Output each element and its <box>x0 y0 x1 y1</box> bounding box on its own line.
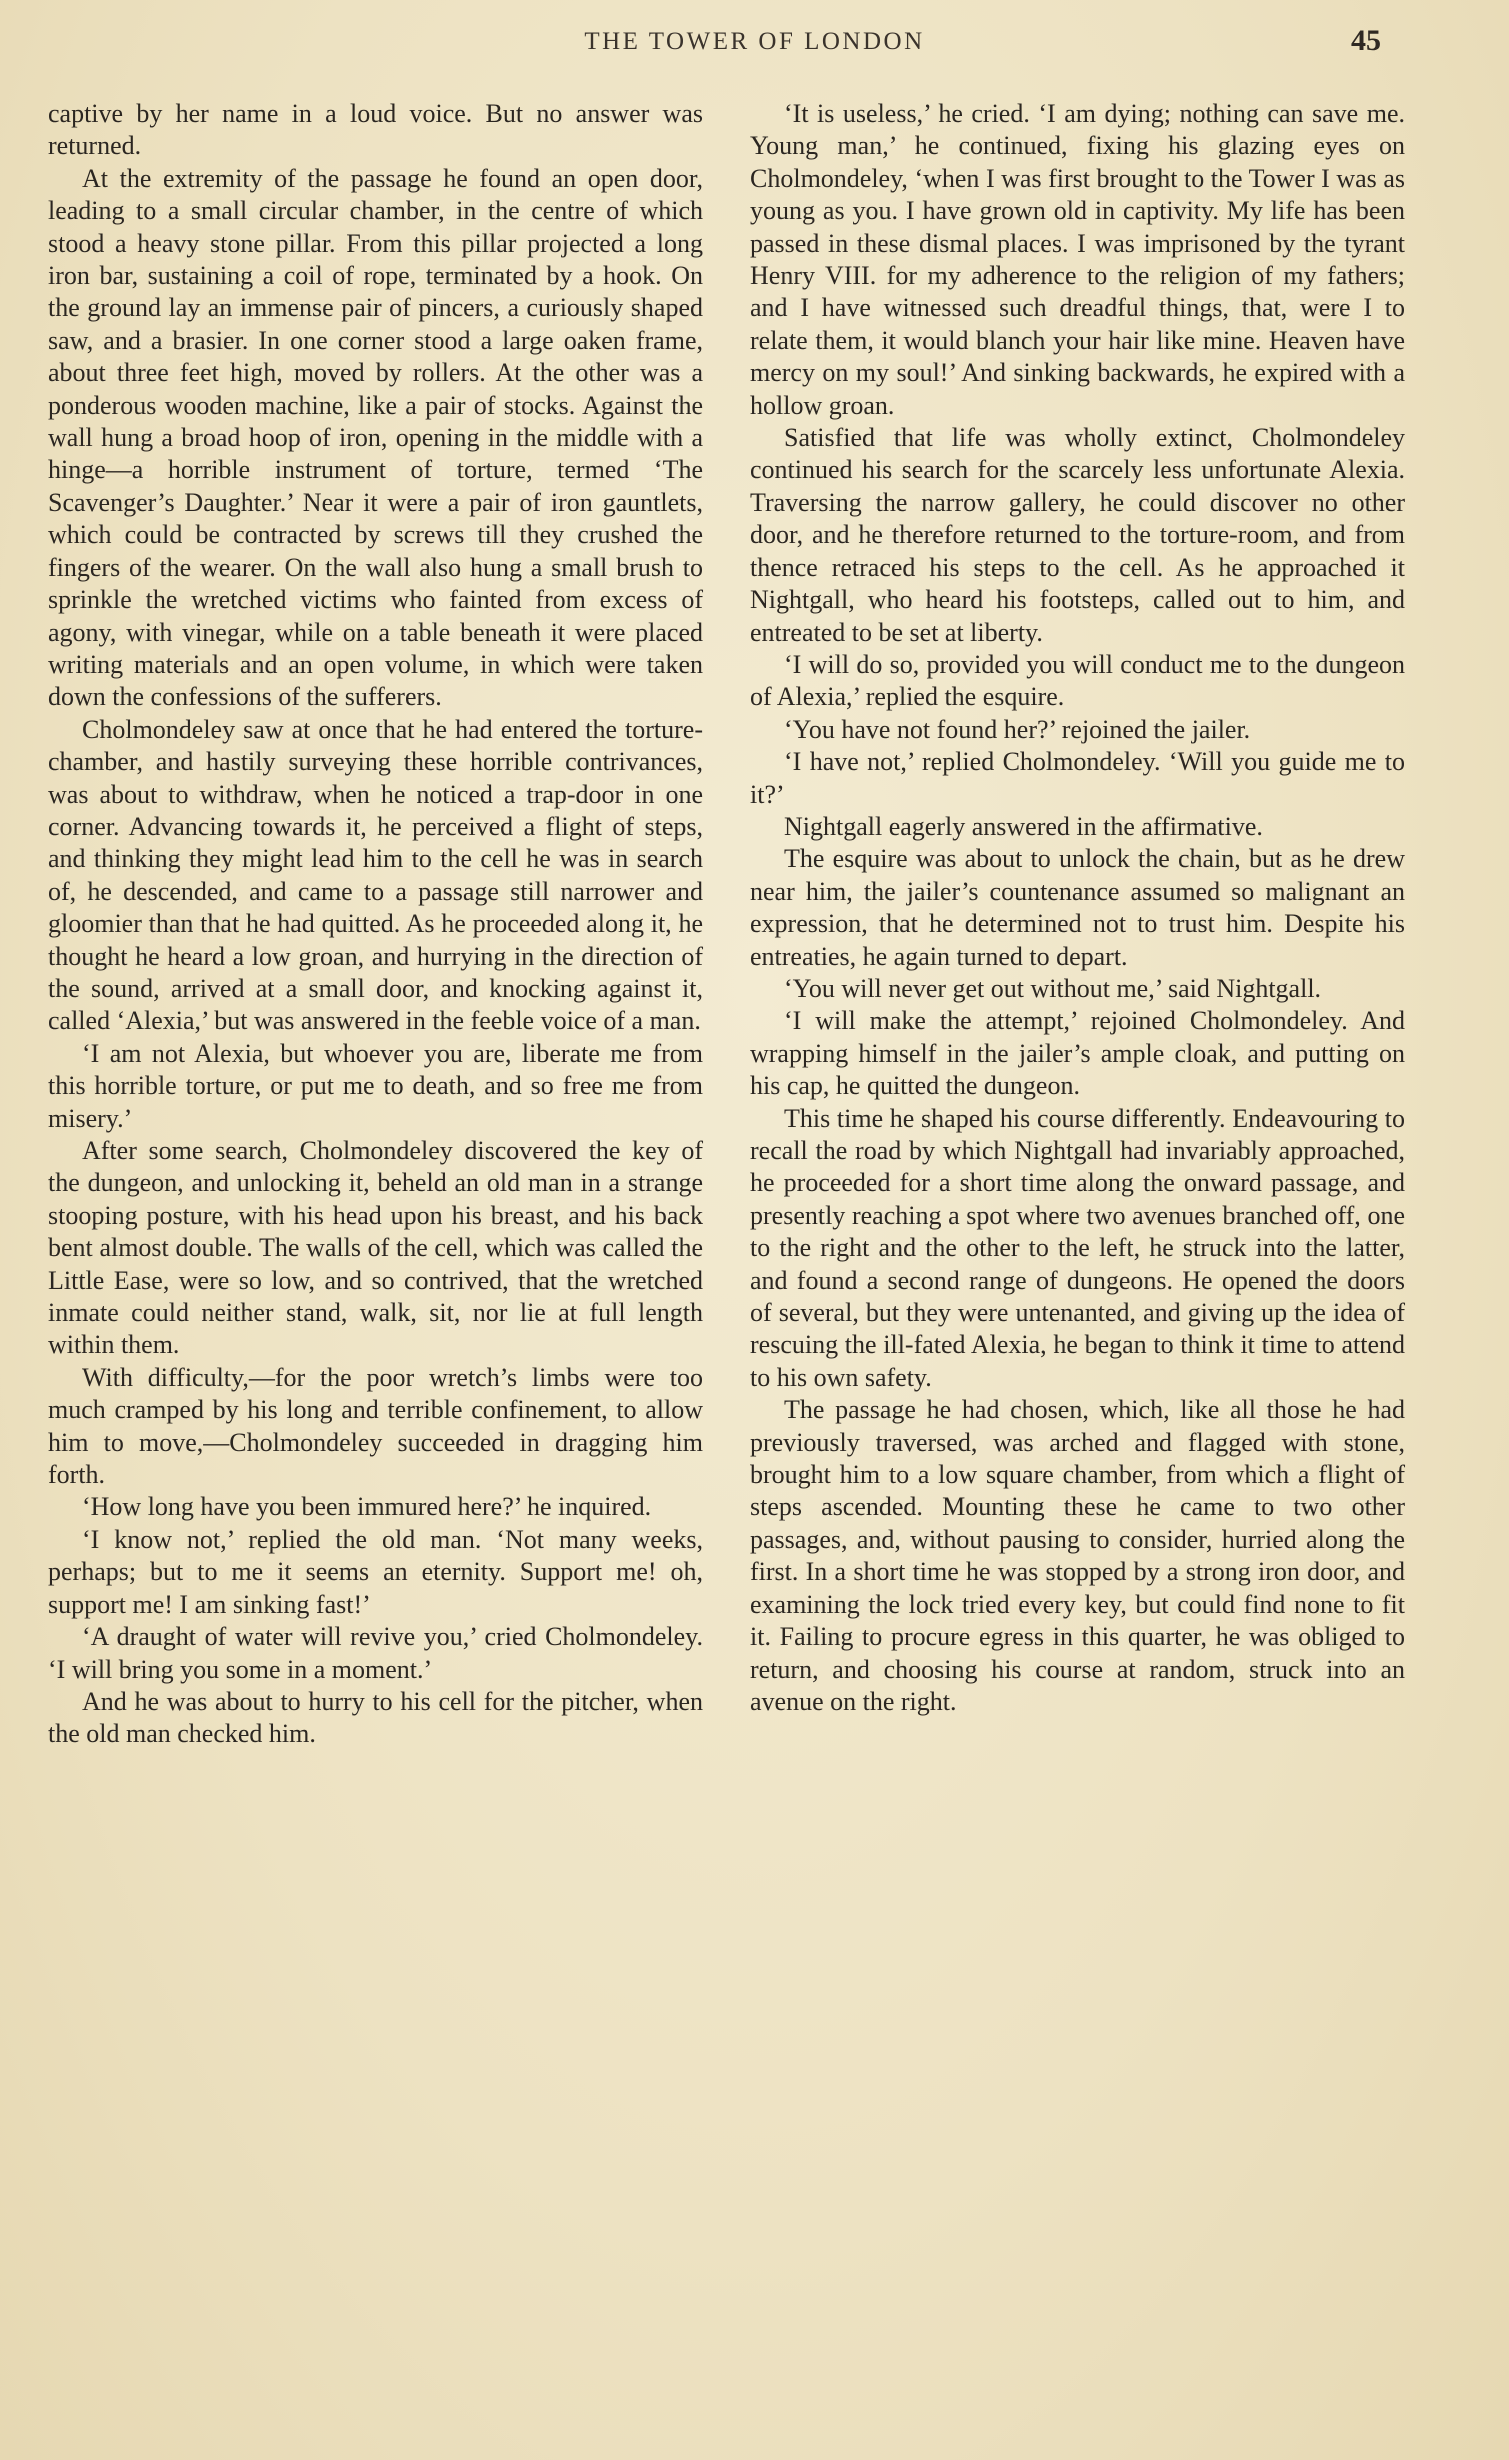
paragraph: ‘A draught of water will revive you,’ cried Cholmondeley. ‘I will bring you some in a moment.’ <box>48 1622 703 1684</box>
paragraph: ‘I have not,’ replied Cholmondeley. ‘Will you guide me to it?’ <box>750 747 1405 809</box>
paragraph: ‘I will make the attempt,’ rejoined Cholmondeley. And wrapping himself in the jailer’s ample cloak, and putting on his cap, he quitted the dungeon. <box>750 1006 1405 1101</box>
paragraph: At the extremity of the passage he found an open door, leading to a small circular chamber, in the centre of which stood a heavy stone pillar. From this pillar projected a long iron bar, sustaining a coil of rope, terminated by a hook. On the ground lay an immense pair of pincers, a curiously shaped saw, and a brasier. In one corner stood a large oaken frame, about three feet high, moved by rollers. At the other was a ponderous wooden machine, like a pair of stocks. Against the wall hung a broad hoop of iron, opening in the middle with a hinge—a horrible instrument of torture, termed ‘The Scavenger’s Daughter.’ Near it were a pair of iron gauntlets, which could be contracted by screws till they crushed the fingers of the wearer. On the wall also hung a small brush to sprinkle the wretched victims who fainted from excess of agony, with vinegar, while on a table beneath it were placed writing materials and an open volume, in which were taken down the confessions of the sufferers. <box>48 163 703 712</box>
left-column <box>48 98 703 1751</box>
paragraph: captive by her name in a loud voice. But no answer was returned. <box>48 99 703 161</box>
page-header <box>0 24 1509 68</box>
right-column <box>750 98 1405 1718</box>
paragraph: After some search, Cholmondeley discovered the key of the dungeon, and unlocking it, beheld an old man in a strange stooping posture, with his head upon his breast, and his back bent almost double. The walls of the cell, which was called the Little Ease, were so low, and so contrived, that the wretched inmate could neither stand, walk, sit, nor lie at full length within them. <box>48 1136 703 1360</box>
paragraph: ‘I am not Alexia, but whoever you are, liberate me from this horrible torture, or put me to death, and so free me from misery.’ <box>48 1038 703 1133</box>
paragraph: ‘You will never get out without me,’ said Nightgall. <box>784 973 1322 1003</box>
paragraph: Satisfied that life was wholly extinct, Cholmondeley continued his search for the scarcely less unfortunate Alexia. Traversing the narrow gallery, he could discover no other door, and he therefore returned to the torture-room, and from thence retraced his steps to the cell. As he approached it Nightgall, who heard his footsteps, called out to him, and entreated to be set at liberty. <box>750 423 1405 647</box>
paragraph: ‘I know not,’ replied the old man. ‘Not many weeks, perhaps; but to me it seems an eternity. Support me! oh, support me! I am sinking fast!’ <box>48 1524 703 1619</box>
paragraph: ‘It is useless,’ he cried. ‘I am dying; nothing can save me. Young man,’ he continued, fixing his glazing eyes on Cholmondeley, ‘when I was first brought to the Tower I was as young as you. I have grown old in captivity. My life has been passed in these dismal places. I was imprisoned by the tyrant Henry VIII. for my adherence to the religion of my fathers; and I have witnessed such dreadful things, that, were I to relate them, it would blanch your hair like mine. Heaven have mercy on my soul!’ And sinking backwards, he expired with a hollow groan. <box>750 99 1405 420</box>
paragraph: This time he shaped his course differently. Endeavouring to recall the road by which Nightgall had invariably approached, he proceeded for a short time along the onward passage, and presently reaching a spot where two avenues branched off, one to the right and the other to the left, he struck into the latter, and found a second range of dungeons. He opened the doors of several, but they were untenanted, and giving up the idea of rescuing the ill-fated Alexia, he began to think it time to attend to his own safety. <box>750 1103 1405 1392</box>
paragraph: ‘How long have you been immured here?’ he inquired. <box>82 1492 652 1522</box>
running-title: THE TOWER OF LONDON <box>584 28 925 55</box>
paragraph: The passage he had chosen, which, like all those he had previously traversed, was arched and flagged with stone, brought him to a low square chamber, from which a flight of steps ascended. Mounting these he came to two other passages, and, without pausing to consider, hurried along the first. In a short time he was stopped by a strong iron door, and examining the lock tried every key, but could find none to fit it. Failing to procure egress in this quarter, he was obliged to return, and choosing his course at random, struck into an avenue on the right. <box>750 1395 1405 1716</box>
paragraph: Nightgall eagerly answered in the affirmative. <box>784 811 1263 841</box>
page-number: 45 <box>1351 24 1381 57</box>
paragraph: Cholmondeley saw at once that he had entered the torture-chamber, and hastily surveying these horrible contrivances, was about to withdraw, when he noticed a trap-door in one corner. Advancing towards it, he perceived a flight of steps, and thinking they might lead him to the cell he was in search of, he descended, and came to a passage still narrower and gloomier than that he had quitted. As he proceeded along it, he thought he heard a low groan, and hurrying in the direction of the sound, arrived at a small door, and knocking against it, called ‘Alexia,’ but was answered in the feeble voice of a man. <box>48 714 703 1036</box>
paragraph: ‘I will do so, provided you will conduct me to the dungeon of Alexia,’ replied the esquire. <box>750 649 1405 712</box>
paragraph: ‘You have not found her?’ rejoined the jailer. <box>784 714 1251 744</box>
paragraph: And he was about to hurry to his cell for the pitcher, when the old man checked him. <box>48 1686 703 1749</box>
paragraph: With difficulty,—for the poor wretch’s limbs were too much cramped by his long and terrible confinement, to allow him to move,—Cholmondeley succeeded in dragging him forth. <box>48 1362 703 1490</box>
paragraph: The esquire was about to unlock the chain, but as he drew near him, the jailer’s countenance assumed so malignant an expression, that he determined not to trust him. Despite his entreaties, he again turned to depart. <box>750 844 1405 971</box>
